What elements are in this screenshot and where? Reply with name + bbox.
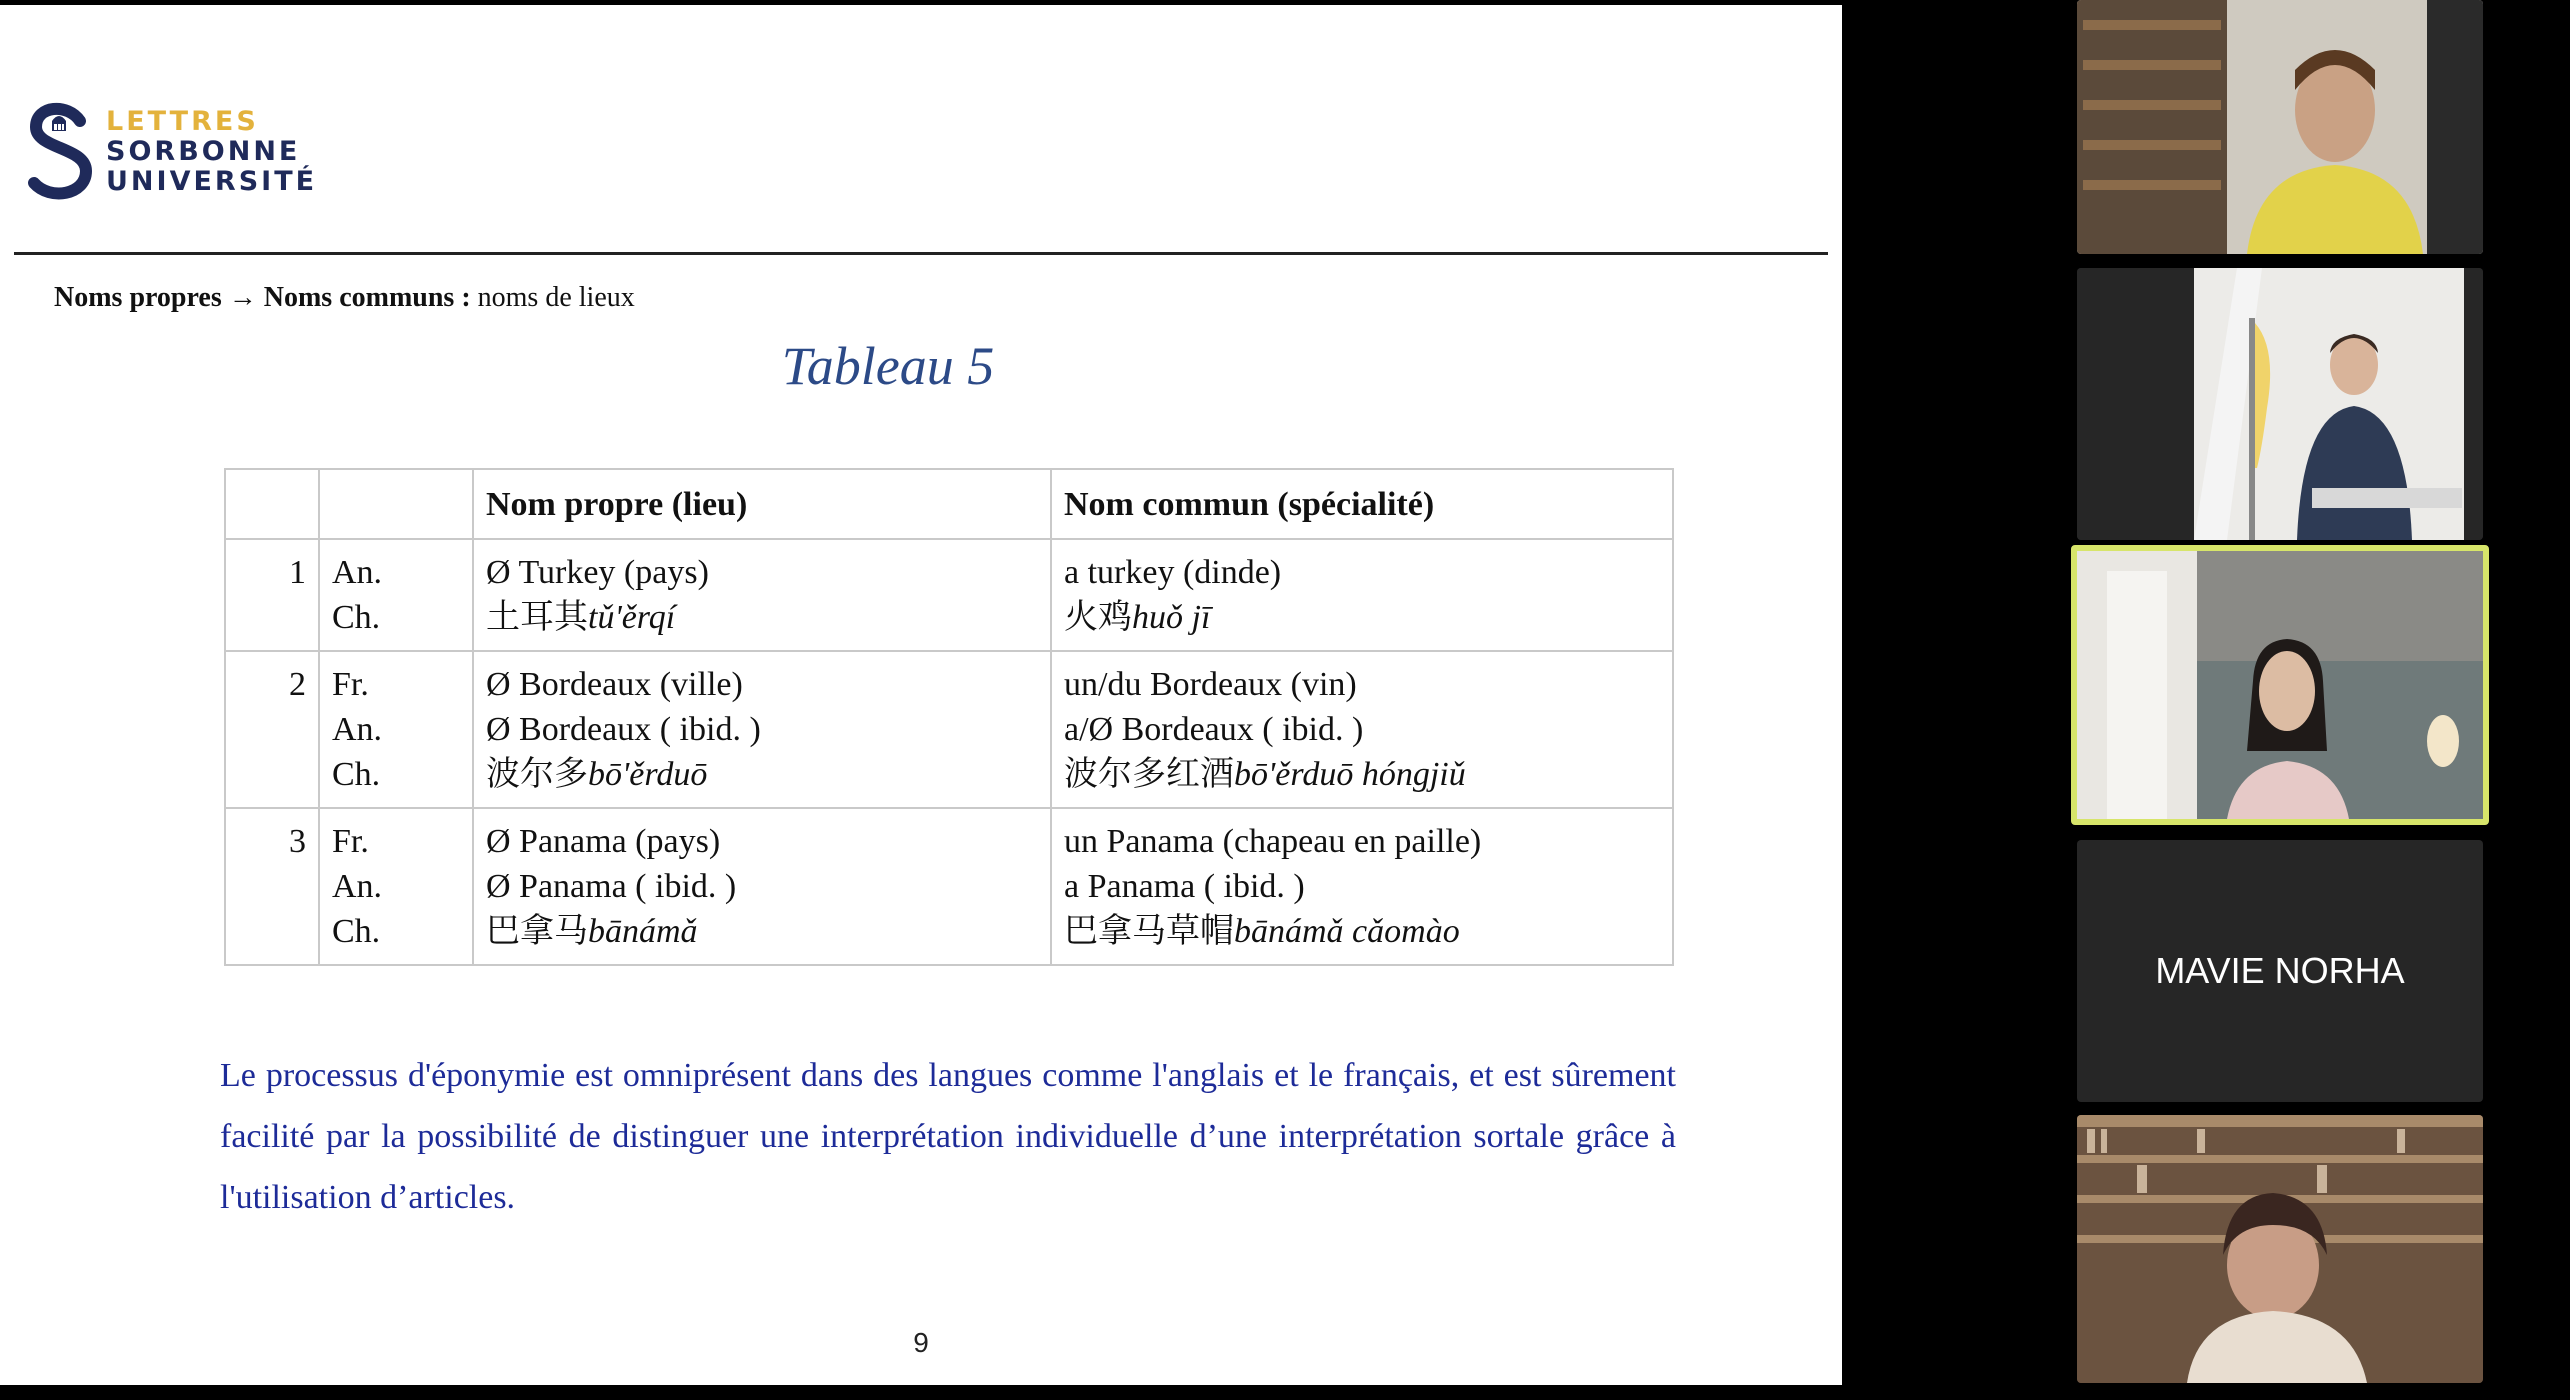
row-languages xyxy=(319,539,473,651)
header-cell-common: Nom commun (spécialité) xyxy=(1051,469,1673,539)
breadcrumb-arrow: → xyxy=(228,282,257,313)
proper-noun-line: Ø Panama ( ibid. ) xyxy=(486,868,737,905)
row-number: 1 xyxy=(225,539,319,651)
logo-line-universite: UNIVERSITÉ xyxy=(106,166,318,197)
participant-video-tile-active[interactable] xyxy=(2071,545,2489,825)
row-languages xyxy=(319,651,473,808)
header-cell-num xyxy=(225,469,319,539)
participant-video-tile[interactable] xyxy=(2077,1115,2483,1383)
language-label: An. xyxy=(332,554,383,591)
table-row xyxy=(225,651,1673,808)
language-label: Ch. xyxy=(332,756,381,793)
common-noun-line: a turkey (dinde) xyxy=(1064,554,1282,591)
sorbonne-s-emblem-icon xyxy=(28,97,98,207)
row-languages xyxy=(319,808,473,965)
row-number: 2 xyxy=(225,651,319,808)
language-label: Ch. xyxy=(332,599,381,636)
participant-2-video-icon xyxy=(2077,268,2483,540)
language-label: An. xyxy=(332,868,383,905)
proper-noun-line: Ø Bordeaux ( ibid. ) xyxy=(486,711,761,748)
common-noun-line: un Panama (chapeau en paille) xyxy=(1064,823,1482,860)
common-noun-line: 火鸡huǒ jī xyxy=(1064,599,1211,636)
logo-line-lettres: LETTRES xyxy=(106,106,259,137)
participant-1-video-icon xyxy=(2077,0,2483,254)
participant-3-video-icon xyxy=(2077,551,2483,819)
proper-noun-line: 波尔多bō'ěrduō xyxy=(486,756,708,793)
participant-name-tile[interactable] xyxy=(2077,840,2483,1102)
common-noun-cell xyxy=(1051,651,1673,808)
row-number: 3 xyxy=(225,808,319,965)
common-noun-line: un/du Bordeaux (vin) xyxy=(1064,666,1357,703)
slide-paragraph: Le processus d'éponymie est omniprésent dans des langues comme l'anglais et le français, et est sûrement facilité par la possibilité de distinguer une interprétation individuelle d’une interprétation sortale grâce à l'utilisation d’articles. xyxy=(220,1057,1676,1216)
slide-title: Tableau 5 xyxy=(781,336,995,396)
language-label: Fr. xyxy=(332,666,369,703)
table-row xyxy=(225,808,1673,965)
language-label: An. xyxy=(332,711,383,748)
proper-noun-cell xyxy=(473,539,1051,651)
proper-noun-line: Ø Bordeaux (ville) xyxy=(486,666,743,703)
proper-noun-line: 巴拿马bānámǎ xyxy=(486,913,698,950)
participant-name: MAVIE NORHA xyxy=(2155,950,2405,991)
slide-page-number: 9 xyxy=(913,1327,929,1358)
common-noun-line: 波尔多红酒bō'ěrduō hóngjiǔ xyxy=(1064,756,1466,793)
breadcrumb-part1: Noms propres xyxy=(54,282,222,313)
common-noun-line: 巴拿马草帽bānámǎ cǎomào xyxy=(1064,913,1460,950)
common-noun-cell xyxy=(1051,808,1673,965)
breadcrumb-part2: Noms communs : xyxy=(263,282,471,313)
table-header-row xyxy=(225,469,1673,539)
header-cell-proper: Nom propre (lieu) xyxy=(473,469,1051,539)
header-divider xyxy=(14,252,1828,255)
language-label: Fr. xyxy=(332,823,369,860)
tableau-5 xyxy=(224,468,1674,966)
participant-5-video-icon xyxy=(2077,1115,2483,1383)
common-noun-line: a Panama ( ibid. ) xyxy=(1064,868,1305,905)
header-cell-lang xyxy=(319,469,473,539)
shared-slide xyxy=(0,5,1842,1385)
logo-line-sorbonne: SORBONNE xyxy=(106,136,301,167)
participants-panel xyxy=(2026,0,2570,1400)
common-noun-line: a/Ø Bordeaux ( ibid. ) xyxy=(1064,711,1364,748)
proper-noun-cell xyxy=(473,808,1051,965)
sorbonne-logo xyxy=(28,97,318,207)
participant-video-tile[interactable] xyxy=(2077,268,2483,540)
language-label: Ch. xyxy=(332,913,381,950)
breadcrumb-rest: noms de lieux xyxy=(477,282,635,313)
proper-noun-line: Ø Panama (pays) xyxy=(486,823,721,860)
participant-video-tile[interactable] xyxy=(2077,0,2483,254)
proper-noun-cell xyxy=(473,651,1051,808)
common-noun-cell xyxy=(1051,539,1673,651)
slide-breadcrumb xyxy=(54,282,635,314)
proper-noun-line: Ø Turkey (pays) xyxy=(486,554,709,591)
proper-noun-line: 土耳其tǔ'ěrqí xyxy=(486,599,676,636)
table-row xyxy=(225,539,1673,651)
